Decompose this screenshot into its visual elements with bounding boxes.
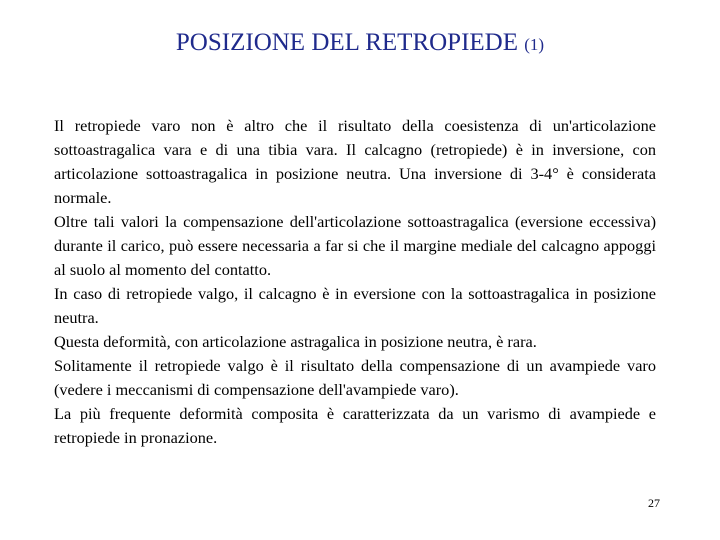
body-paragraph: Il retropiede varo non è altro che il risultato della coesistenza di un'articolazione sottoastragalica vara e di una tibia vara. Il calcagno (retropiede) è in inversione, con articolazione sottoastragalica in posizione neutra. Una inversione di 3-4° è considerata normale. xyxy=(54,116,656,207)
body-paragraph: La più frequente deformità composita è caratterizzata da un varismo di avampiede e retropiede in pronazione. xyxy=(54,404,656,447)
slide-body xyxy=(54,114,656,450)
body-paragraph: Solitamente il retropiede valgo è il risultato della compensazione di un avampiede varo (vedere i meccanismi di compensazione dell'avampiede varo). xyxy=(54,356,656,399)
body-paragraph: Questa deformità, con articolazione astragalica in posizione neutra, è rara. xyxy=(54,332,537,351)
slide-title-text: POSIZIONE DEL RETROPIEDE xyxy=(175,29,519,56)
slide-title-suffix: (1) xyxy=(524,35,545,54)
page-number: 27 xyxy=(648,496,660,510)
slide-title xyxy=(0,28,720,60)
body-paragraph: Oltre tali valori la compensazione dell'articolazione sottoastragalica (eversione eccessiva) durante il carico, può essere necessaria a far si che il margine mediale del calcagno appoggi al suolo al momento del contatto. xyxy=(54,212,656,279)
body-paragraph: In caso di retropiede valgo, il calcagno è in eversione con la sottoastragalica in posizione neutra. xyxy=(54,284,656,327)
